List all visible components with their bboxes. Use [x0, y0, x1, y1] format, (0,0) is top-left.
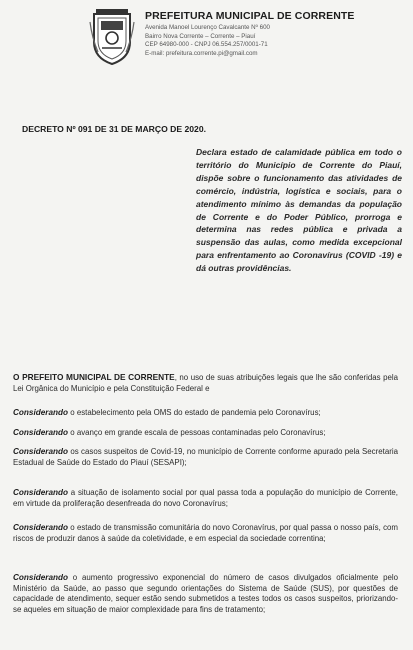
- considerando-paragraph: [13, 573, 398, 615]
- considerando-label: Considerando: [13, 488, 69, 497]
- considerando-paragraph: [13, 428, 398, 439]
- decree-ementa: Declara estado de calamidade pública em todo o território do Município de Corrente do Piauí, dispõe sobre o funcionamento das atividades de comércio, indústria, logística e sociais, para o atendimento mínimo às demandas da população de Corrente e do Poder Público, prorroga e determina nas redes pública e privada a suspensão das aulas, como medida excepcional para enfrentamento ao Coronavírus (COVID -19) e dá outras providências.: [196, 147, 402, 274]
- considerando-paragraph: [13, 447, 398, 468]
- considerando-label: Considerando: [13, 523, 69, 532]
- considerando-text: o estado de transmissão comunitária do novo Coronavírus, por qual passa o nosso país, com riscos de produzir danos à saúde da coletividade, e em especial da sociedade correntina;: [13, 523, 398, 543]
- considerando-text: o avanço em grande escala de pessoas contaminadas pelo Coronavírus;: [68, 428, 326, 437]
- considerando-label: Considerando: [13, 408, 69, 417]
- considerando-paragraph: [13, 523, 398, 544]
- considerando-text: o estabelecimento pela OMS do estado de pandemia pelo Coronavírus;: [68, 408, 321, 417]
- considerando-paragraph: [13, 408, 398, 419]
- preamble-text: , no uso de suas atribuições legais que lhe são conferidas pela Lei Orgânica do Município e pela Constituição Federal e: [13, 373, 398, 393]
- considerando-text: os casos suspeitos de Covid-19, no município de Corrente conforme apurado pela Secretaria Estadual de Saúde do Estado do Piauí (SESAPI);: [13, 447, 398, 467]
- considerando-label: Considerando: [13, 447, 69, 456]
- letterhead-cep-cnpj: CEP 64980-000 - CNPJ 06.554.257/0001-71: [145, 41, 268, 49]
- considerando-label: Considerando: [13, 428, 69, 437]
- letterhead-email: E-mail: prefeitura.corrente.pi@gmail.com: [145, 49, 258, 57]
- letterhead: [145, 10, 405, 58]
- considerando-label: Considerando: [13, 573, 69, 582]
- letterhead-address: Avenida Manoel Lourenço Cavalcante Nº 600: [145, 24, 270, 31]
- letterhead-title: PREFEITURA MUNICIPAL DE CORRENTE: [145, 10, 355, 22]
- considerando-text: a situação de isolamento social por qual passa toda a população do município de Corrente, em virtude da proliferação desenfreada do novo Coronavírus;: [13, 488, 398, 508]
- letterhead-neighborhood: Bairro Nova Corrente – Corrente – Piauí: [145, 32, 256, 40]
- decree-title: DECRETO Nº 091 DE 31 DE MARÇO DE 2020.: [22, 124, 206, 134]
- municipal-seal-icon: [88, 8, 136, 66]
- considerando-paragraph: [13, 488, 398, 509]
- preamble-paragraph: [13, 372, 398, 394]
- preamble-label: O PREFEITO MUNICIPAL DE CORRENTE: [13, 372, 175, 382]
- considerando-text: o aumento progressivo exponencial do número de casos divulgados oficialmente pelo Ministério da Saúde, ao passo que segundo orientações do Sistema de Saúde (SUS), por questões de capacidade de atendimento, sequer estão sendo submetidos a testes todos os casos suspeitos, priorizando-se aqueles em situação de maior complexidade para fins de tratamento;: [13, 573, 398, 614]
